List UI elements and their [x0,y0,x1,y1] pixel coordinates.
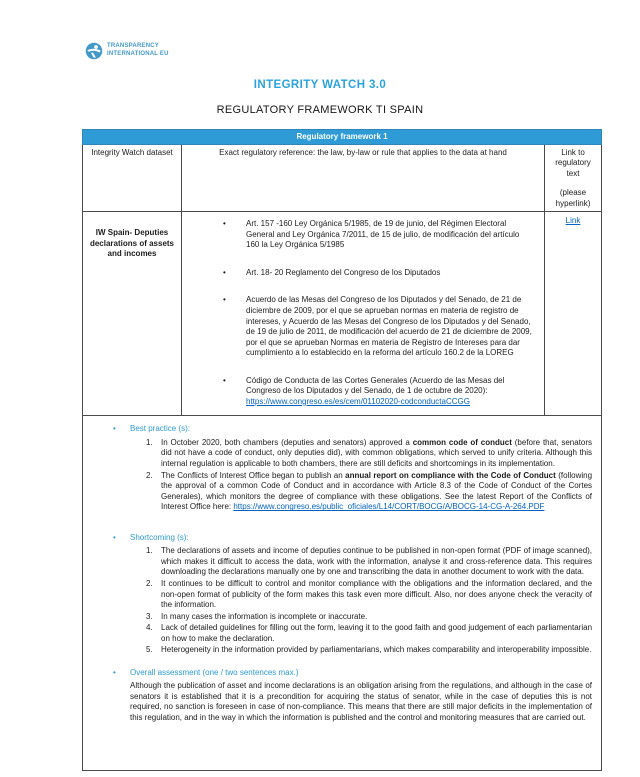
page-subtitle: REGULATORY FRAMEWORK TI SPAIN [216,104,424,116]
codconducta-url-link[interactable]: https://www.congreso.es/es/cem/01102020-codconductaCCGG [246,396,470,406]
conflicts-office-report-link[interactable]: https://www.congreso.es/public_oficiales/L14/CORT/BOCG/A/BOCG-14-CG-A-264.PDF [233,502,545,512]
bullet-icon: • [223,375,226,385]
section-title: Overall assessment (one / two sentences max.) [130,667,299,677]
reference-text: Art. 157 -160 Ley Orgánica 5/1985, de 19 de junio, del Régimen Electoral General and Ley Orgánica 7/2011, de 15 de julio, de modificación del artículo 160 la Ley Orgánica 5/1985 [246,219,520,250]
item-number: 1. [146,437,153,447]
logo-line1: TRANSPARENCY [107,43,159,50]
shortcomings-section [113,533,592,656]
reference-item [223,268,538,279]
logo-line2: INTERNATIONAL EU [107,51,169,57]
item-text: In many cases the information is incomplete or inaccurate. [161,611,368,621]
header-link-line1: Link to regulatory text [555,147,591,178]
page-title: INTEGRITY WATCH 3.0 [253,79,387,91]
item-text: The Conflicts of Interest Office began to publish an annual report on compliance with the Code of Conduct (following the approval of a common Code of Conduct and in accordance with Article 8.3 of the Code of Conduct of the Cortes Generales), which monitors the degree of compliance with these obligations. See the latest Report of the Conflicts of Interest Office here: https://www.congreso.es/public_oficiales/L14/CORT/BOCG/A/BOCG-14-CG-A-264.PDF [161,470,593,512]
item-text: It continues to be difficult to control and monitor compliance with the obligations and the information declared, and the non-open format of publicity of the form makes this task even more difficult. Also, nor does anyone check the veracity of the information. [161,578,593,610]
overall-assessment-heading [113,668,592,679]
item-number: 4. [146,623,153,633]
item-number: 1. [146,546,153,556]
shortcoming-item-4 [113,623,592,644]
ti-eu-logo [85,42,169,60]
blue-bullet-icon: • [113,532,116,542]
table-banner: Regulatory framework 1 [83,130,602,145]
section-title: Shortcoming (s): [130,532,189,542]
overall-assessment-text: Although the publication of asset and income declarations is an obligation arising from the regulations, and although in the case of senators it is established that it is a precondition for acquiring the status of senator, while in the case of deputies this is not required, no sanction is foreseen in case of non-compliance. This means that there are still major deficits in the implementation of this regulation, and in the way in which the information is published and the control and monitoring measures that are carried out. [130,681,593,722]
header-reference: Exact regulatory reference: the law, by-law or rule that applies to the data at hand [182,144,545,212]
table-banner-row [83,130,602,145]
best-practice-item-2 [113,471,592,513]
shortcomings-heading [113,533,592,544]
table-header-row [83,144,602,212]
regulatory-link-cell [545,212,602,416]
item-text: Lack of detailed guidelines for filling out the form, leaving it to the good faith and good judgement of each parliamentarian on how to make the declaration. [161,623,593,643]
best-practice-heading [113,424,592,435]
reference-text: Art. 18- 20 Reglamento del Congreso de los Diputados [246,267,441,277]
header-link-line2: (please hyperlink) [555,188,591,208]
reference-item [223,219,538,251]
item-number: 2. [146,578,153,588]
shortcoming-item-1 [113,546,592,578]
reference-text: Acuerdo de las Mesas del Congreso de los Diputados y del Senado, de 21 de diciembre de 2009, por el que se aprueban normas en materia de registro de intereses, y Acuerdo de las Mesas del Congreso de los Diputados y del Senado, de 19 de julio de 2011, de modificación del acuerdo de 21 de diciembre de 2009, por el que se aprueban Normas en materia de Registro de Intereses para dar cumplimiento a lo establecido en la reforma del artículo 160.2 de la LOREG [246,295,532,358]
item-number: 3. [146,611,153,621]
item-text: Heterogeneity in the information provided by parliamentarians, which makes comparability and interoperability impossible. [161,645,592,655]
reference-item [223,295,538,358]
best-practice-item-1 [113,438,592,470]
reference-item [223,376,538,408]
logo-text [107,43,169,59]
references-cell [182,212,545,416]
section-title: Best practice (s): [130,424,191,434]
regulatory-text-link[interactable]: Link [565,216,581,226]
item-number: 2. [146,470,153,480]
table-data-row [83,212,602,416]
shortcoming-item-2 [113,579,592,611]
reference-text-part: Código de Conducta de las Cortes Generales (Acuerdo de las Mesas del Congreso de los Diputados y del Senado, de 1 de octubre de 2020): [246,375,505,396]
best-practice-section [113,424,592,512]
assessment-row [83,416,602,770]
item-text: The declarations of assets and income of deputies continue to be published in non-open format (PDF of image scanned), which makes it difficult to access the data, work with the information, analyse it and cross-reference data. This requires downloading the declarations manually one by one and transcribing the data in another document to work with the data. [161,546,593,577]
regulatory-framework-table [82,129,602,771]
overall-assessment-section [113,668,592,724]
bullet-icon: • [223,295,226,305]
dataset-cell: IW Spain- Deputies declarations of assets and incomes [83,212,182,416]
item-number: 5. [146,645,153,655]
assessment-cell [83,416,602,770]
shortcoming-item-3 [113,612,592,623]
bullet-icon: • [223,219,226,229]
transparency-international-logo-icon [85,42,103,60]
reference-text [246,376,538,408]
blue-bullet-icon: • [113,424,116,434]
header-link [545,144,602,212]
header-dataset: Integrity Watch dataset [83,144,182,212]
shortcoming-item-5 [113,645,592,656]
bullet-icon: • [223,267,226,277]
blue-bullet-icon: • [113,667,116,677]
item-text: In October 2020, both chambers (deputies and senators) approved a common code of conduct (before that, senators did not have a code of conduct, only deputies did), with common obligations, which served to unify criteria. Although this internal regulation is applicable to both chambers, there are still deficits and shortcomings in its implementation. [161,437,593,469]
